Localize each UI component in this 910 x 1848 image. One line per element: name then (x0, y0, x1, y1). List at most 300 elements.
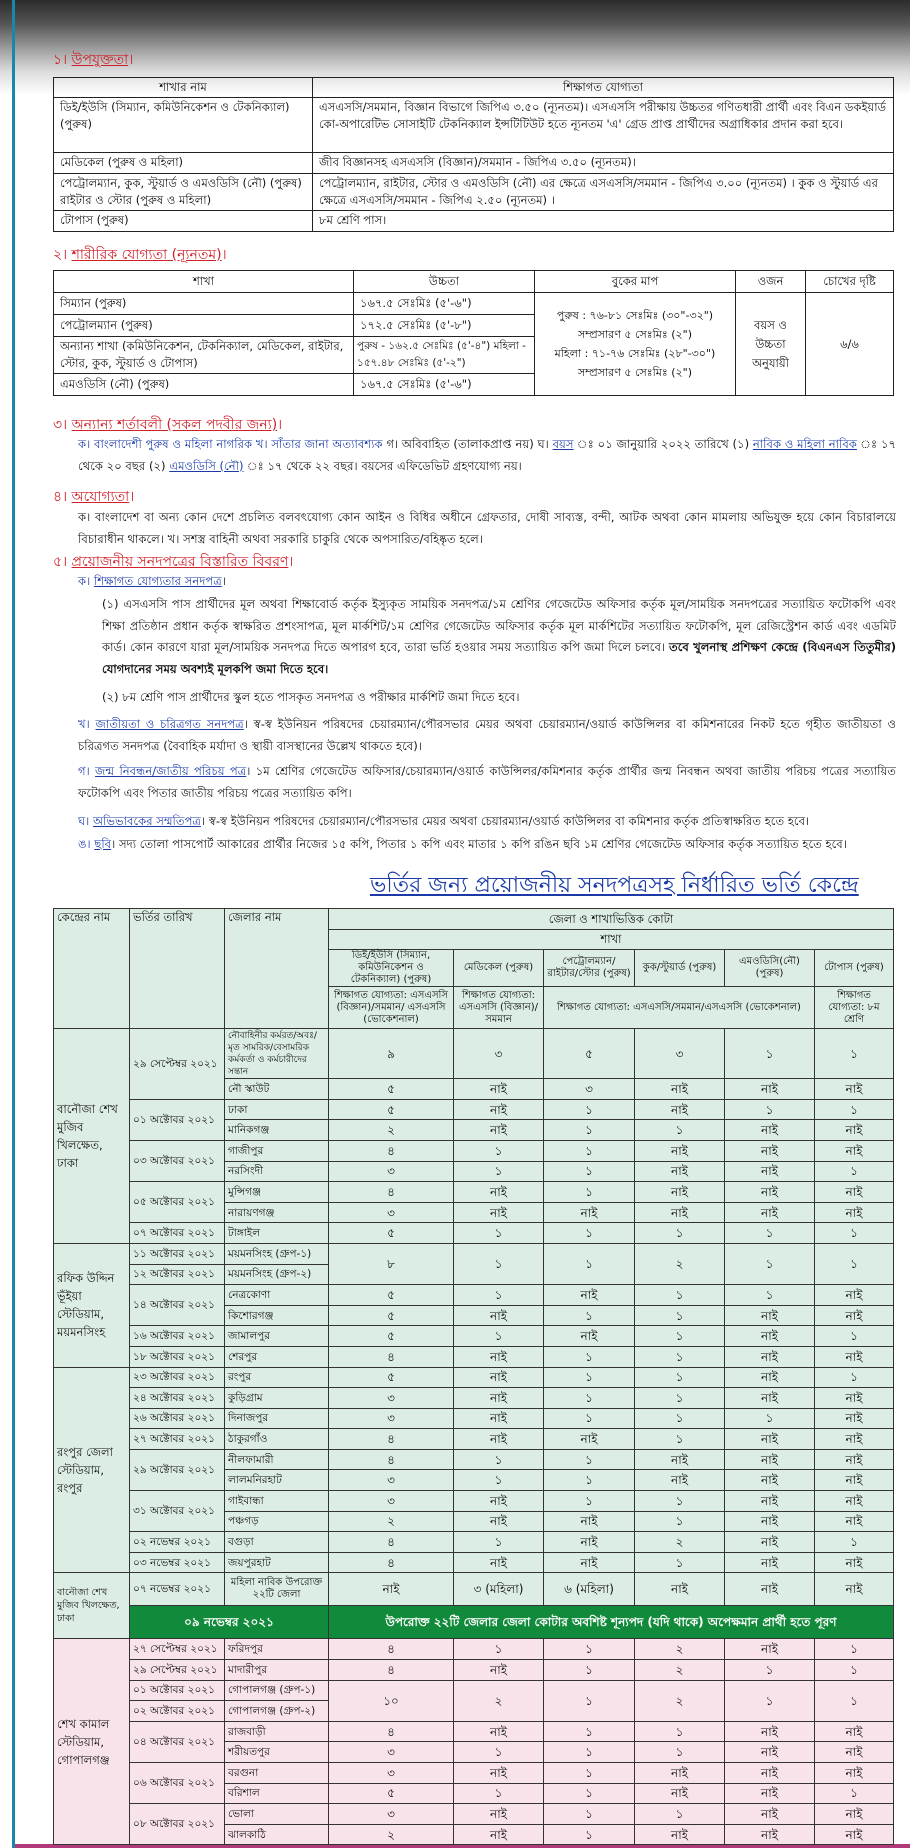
quota-value-cell: ১ (725, 1029, 815, 1079)
district-cell: পঞ্চগড় (225, 1511, 329, 1532)
quota-value-cell: ১ (725, 1285, 815, 1306)
quota-value-cell: ১ (544, 1660, 635, 1681)
quota-value-cell: ১ (635, 1511, 725, 1532)
quota-value-cell: ১ (544, 1804, 635, 1825)
quota-value-cell: নাই (815, 1079, 894, 1100)
quota-value-cell: নাই (454, 1804, 544, 1825)
branch-header-cook: কুক/স্টুয়ার্ড (পুরুষ) (635, 950, 725, 987)
header-height: উচ্চতা (354, 271, 535, 293)
quota-value-cell: ১ (815, 1326, 894, 1347)
quota-table-row (54, 1573, 894, 1606)
quota-value-cell: ৩ (329, 1804, 454, 1825)
quota-value-cell: নাই (329, 1573, 454, 1606)
quota-value-cell: ১ (815, 1029, 894, 1079)
quota-value-cell: নাই (815, 1470, 894, 1491)
quota-value-cell: ১ (725, 1408, 815, 1429)
qualification-topass: শিক্ষাগত যোগ্যতা: ৮ম শ্রেণি (815, 987, 894, 1029)
district-cell: মাদারীপুর (225, 1660, 329, 1681)
quota-value-cell: নাই (725, 1120, 815, 1141)
quota-value-cell: নাই (725, 1742, 815, 1763)
branch-cell: টোপাস (পুরুষ) (54, 211, 313, 232)
quota-value-cell: নাই (635, 1470, 725, 1491)
quota-table-row (54, 1721, 894, 1742)
quota-value-cell: নাই (635, 1202, 725, 1223)
quota-table-row (54, 1763, 894, 1784)
quota-value-cell: ৩ (329, 1202, 454, 1223)
quota-value-cell: নাই (635, 1099, 725, 1120)
quota-value-cell: ৪ (329, 1346, 454, 1367)
quota-value-cell: ১ (635, 1388, 725, 1409)
quota-value-cell: ১ (815, 1099, 894, 1120)
quota-value-cell: নাই (815, 1429, 894, 1450)
district-cell: কুড়িগ্রাম (225, 1388, 329, 1409)
quota-value-cell: ১ (635, 1408, 725, 1429)
header-quota: জেলা ও শাখাভিত্তিক কোটা (329, 909, 894, 930)
quota-value-cell: ৫ (329, 1223, 454, 1244)
district-cell: গোপালগঞ্জ (গ্রুপ-১) (225, 1680, 329, 1701)
date-cell: ২৯ সেপ্টেম্বর ২০২১ (130, 1029, 225, 1100)
quota-table-row (54, 1099, 894, 1120)
eyesight-cell: ৬/৬ (806, 293, 894, 396)
quota-value-cell: ৫ (329, 1783, 454, 1804)
quota-value-cell: নাই (544, 1532, 635, 1553)
quota-value-cell: নাই (815, 1804, 894, 1825)
quota-value-cell: ১ (635, 1367, 725, 1388)
header-weight: ওজন (736, 271, 806, 293)
quota-value-cell: ১ (454, 1285, 544, 1306)
quota-value-cell: ১ (544, 1763, 635, 1784)
quota-table-row (54, 1606, 894, 1639)
center-name-cell: শেখ কামাল স্টেডিয়াম, গোপালগঞ্জ (54, 1639, 130, 1845)
quota-value-cell: ৩ (635, 1029, 725, 1079)
quota-value-cell: ২ (635, 1639, 725, 1660)
date-cell: ৩১ অক্টোবর ২০২১ (130, 1491, 225, 1532)
quota-value-cell: ১ (544, 1721, 635, 1742)
eligibility-table (53, 77, 894, 232)
quota-value-cell: নাই (815, 1742, 894, 1763)
qualification-deuc: শিক্ষাগত যোগ্যতা: এসএসসি (বিজ্ঞান)/সমমান/ এসএসসি (ভোকেশনাল) (329, 987, 454, 1029)
district-cell: রাজবাড়ী (225, 1721, 329, 1742)
quota-value-cell: ১ (635, 1285, 725, 1306)
quota-table-row (54, 1346, 894, 1367)
date-cell: ২৬ অক্টোবর ২০২১ (130, 1408, 225, 1429)
district-cell: জামালপুর (225, 1326, 329, 1347)
quota-value-cell: ৪ (329, 1552, 454, 1573)
quota-value-cell: নাই (544, 1285, 635, 1306)
physical-table (53, 270, 894, 396)
quota-table-row (54, 1660, 894, 1681)
left-border (12, 0, 15, 1848)
quota-value-cell: নাই (815, 1408, 894, 1429)
height-cell: পুরুষ - ১৬২.৫ সেঃমিঃ (৫'-৪") মহিলা - ১৫৭.৪৮ সেঃমিঃ (৫'-২") (354, 337, 535, 374)
quota-value-cell: ১ (544, 1346, 635, 1367)
date-cell: ১৬ অক্টোবর ২০২১ (130, 1326, 225, 1347)
quota-value-cell: ১ (544, 1099, 635, 1120)
quota-value-cell: নাই (815, 1449, 894, 1470)
quota-value-cell: ১ (544, 1491, 635, 1512)
quota-value-cell: নাই (454, 1408, 544, 1429)
quota-value-cell: নাই (635, 1182, 725, 1203)
district-cell: টাঙ্গাইল (225, 1223, 329, 1244)
quota-value-cell: নাই (454, 1552, 544, 1573)
quota-table-row (54, 1449, 894, 1470)
district-cell: ঢাকা (225, 1099, 329, 1120)
quota-value-cell: ১ (454, 1243, 544, 1284)
education-cell: এসএসসি/সমমান, বিজ্ঞান বিভাগে জিপিএ ৩.৫০ (ন্যূনতম)। এসএসসি পরীক্ষায় উচ্চতর গণিতধারী প্রার্থী এবং বিএন ডকইয়ার্ড কো-অপারেটিভ সোসাইটি টেকনিক্যাল ইন্সটিটিউট হতে ন্যূনতম 'এ' গ্রেড প্রাপ্ত প্রার্থীদের অগ্রাধিকার প্রদান করা হবে। (313, 98, 894, 153)
date-cell: ০২ অক্টোবর ২০২১ (130, 1701, 225, 1722)
date-cell: ০৯ নভেম্বর ২০২১ (130, 1606, 329, 1639)
quota-value-cell: নাই (454, 1120, 544, 1141)
admission-centers-title: ভর্তির জন্য প্রয়োজনীয় সনদপত্রসহ নির্ধারিত ভর্তি কেন্দ্রে (370, 873, 859, 898)
quota-value-cell: নাই (454, 1429, 544, 1450)
education-cell: জীব বিজ্ঞানসহ এসএসসি (বিজ্ঞান)/সমমান - জিপিএ ৩.৫০ (ন্যূনতম)। (313, 153, 894, 174)
quota-value-cell: নাই (725, 1763, 815, 1784)
quota-table-row (54, 1532, 894, 1553)
branch-cell: অন্যান্য শাখা (কমিউনিকেশন, টেকনিক্যাল, মেডিকেল, রাইটার, স্টোর, কুক, স্টুয়ার্ড ও টোপাস) (54, 337, 354, 374)
quota-value-cell: নাই (725, 1367, 815, 1388)
height-cell: ১৭২.৫ সেঃমিঃ (৫'-৮") (354, 315, 535, 337)
district-cell: ফরিদপুর (225, 1639, 329, 1660)
district-cell: নরসিংদী (225, 1161, 329, 1182)
quota-value-cell: ১ (454, 1742, 544, 1763)
quota-value-cell: ৪ (329, 1721, 454, 1742)
date-cell: ০৭ নভেম্বর ২০২১ (130, 1573, 225, 1606)
quota-value-cell: নাই (544, 1202, 635, 1223)
quota-value-cell: ১ (454, 1326, 544, 1347)
quota-table-row (54, 1408, 894, 1429)
district-cell: গাইবান্ধা (225, 1491, 329, 1512)
education-cell: পেট্রোলম্যান, রাইটার, স্টোর ও এমওডিসি (নৌ) এর ক্ষেত্রে এসএসসি/সমমান - জিপিএ ৩.০০ (ন্যূনতম) । কুক ও স্টুয়ার্ড এর ক্ষেত্রে এসএসসি/সমমান - জিপিএ ২.৫০ (ন্যূনতম) । (313, 174, 894, 211)
district-cell: ঝালকাঠি (225, 1824, 329, 1845)
quota-value-cell: ২ (329, 1511, 454, 1532)
district-cell: গোপালগঞ্জ (গ্রুপ-২) (225, 1701, 329, 1722)
district-cell: কিশোরগঞ্জ (225, 1305, 329, 1326)
quota-value-cell: নাই (725, 1305, 815, 1326)
quota-value-cell: নাই (725, 1202, 815, 1223)
quota-table-row (54, 1680, 894, 1701)
quota-value-cell: ৫ (329, 1305, 454, 1326)
quota-value-cell: ১ (635, 1721, 725, 1742)
branch-header-topass: টোপাস (পুরুষ) (815, 950, 894, 987)
quota-value-cell: নাই (454, 1079, 544, 1100)
quota-value-cell: নাই (815, 1140, 894, 1161)
quota-value-cell: ১ (815, 1243, 894, 1284)
quota-value-cell: ২ (635, 1532, 725, 1553)
branch-cell: মেডিকেল (পুরুষ ও মহিলা) (54, 153, 313, 174)
district-cell: নারায়ণগঞ্জ (225, 1202, 329, 1223)
district-cell: নেত্রকোণা (225, 1285, 329, 1306)
quota-value-cell: ৪ (329, 1182, 454, 1203)
district-cell: গাজীপুর (225, 1140, 329, 1161)
quota-value-cell: নাই (725, 1346, 815, 1367)
quota-value-cell: ১ (635, 1804, 725, 1825)
district-cell: ময়মনসিংহ (গ্রুপ-১) (225, 1243, 329, 1264)
header-branch: শাখা (329, 929, 894, 950)
quota-value-cell: ২ (635, 1680, 725, 1721)
quota-table-row (54, 1388, 894, 1409)
quota-value-cell: নাই (725, 1449, 815, 1470)
quota-value-cell: নাই (635, 1079, 725, 1100)
quota-value-cell: নাই (454, 1721, 544, 1742)
quota-value-cell: ১ (544, 1367, 635, 1388)
date-cell: ২৯ সেপ্টেম্বর ২০২১ (130, 1660, 225, 1681)
quota-value-cell: ৩ (329, 1763, 454, 1784)
district-cell: জয়পুরহাট (225, 1552, 329, 1573)
section-5-heading: ৫। প্রয়োজনীয় সনদপত্রের বিস্তারিত বিবরণ। (53, 554, 294, 570)
quota-value-cell: ১ (815, 1660, 894, 1681)
quota-value-cell: ১ (454, 1161, 544, 1182)
quota-table-row (54, 1639, 894, 1660)
certificate-education-text: (১) এসএসসি পাস প্রার্থীদের মূল অথবা শিক্ষাবোর্ড কর্তৃক ইস্যুকৃত সাময়িক সনদপত্র/১ম শ্রেণির গেজেটেড অফিসার কর্তৃক মূল/সাময়িক সনদপত্রের সত্যায়িত ফটোকপি এবং শিক্ষা প্রতিষ্ঠান প্রধান কর্তৃক স্বাক্ষরিত প্রশংসাপত্র, মূল মার্কশিট/১ম শ্রেণির গেজেটেড অফিসার কর্তৃক মূল মার্কশিটের সত্যায়িত ফটোকপি, মূল রেজিস্ট্রেশন কার্ড এবং এডমিট কার্ড। কোন কারণে যারা মূল/সাময়িক সনদপত্র দিতে অপারগ হবে, তারা ভর্তি হওয়ার সময় সত্যায়িত কপি জমা দিলে চলবে। তবে খুলনাস্থ প্রশিক্ষণ কেন্দ্রে (বিএনএস তিতুমীর) যোগদানের সময় অবশ্যই মূলকপি জমা দিতে হবে। (102, 597, 897, 676)
quota-value-cell: নাই (815, 1182, 894, 1203)
district-cell: মুন্সিগঞ্জ (225, 1182, 329, 1203)
quota-value-cell: নাই (725, 1552, 815, 1573)
quota-value-cell: নাই (454, 1824, 544, 1845)
date-cell: ০১ অক্টোবর ২০২১ (130, 1680, 225, 1701)
center-name-cell: রফিক উদ্দিন ভূঁইয়া স্টেডিয়াম, ময়মনসিংহ (54, 1243, 130, 1367)
district-cell: বগুড়া (225, 1532, 329, 1553)
quota-value-cell: নাই (725, 1182, 815, 1203)
header-eyesight: চোখের দৃষ্টি (806, 271, 894, 293)
waitlist-note-cell: উপরোক্ত ২২টি জেলার জেলা কোটার অবশিষ্ট শূন্যপদ (যদি থাকে) অপেক্ষমান প্রার্থী হতে পূরণ (329, 1606, 894, 1639)
quota-value-cell: ২ (635, 1660, 725, 1681)
date-cell: ১৮ অক্টোবর ২০২১ (130, 1346, 225, 1367)
quota-value-cell: ১ (454, 1639, 544, 1660)
admission-quota-table (53, 908, 894, 1845)
quota-value-cell: নাই (815, 1491, 894, 1512)
date-cell: ১১ অক্টোবর ২০২১ (130, 1243, 225, 1264)
date-cell: ০২ নভেম্বর ২০২১ (130, 1532, 225, 1553)
quota-value-cell: নাই (725, 1783, 815, 1804)
quota-value-cell: ৩ (329, 1742, 454, 1763)
quota-value-cell: ৫ (329, 1099, 454, 1120)
quota-value-cell: ২ (329, 1120, 454, 1141)
quota-value-cell: ১ (635, 1491, 725, 1512)
quota-value-cell: নাই (815, 1552, 894, 1573)
quota-value-cell: নাই (725, 1511, 815, 1532)
quota-value-cell: নাই (725, 1388, 815, 1409)
center-name-cell: বানৌজা শেখ মুজিব খিলক্ষেত, ঢাকা (54, 1573, 130, 1639)
quota-table-row (54, 1804, 894, 1825)
quota-value-cell: ১ (635, 1120, 725, 1141)
quota-value-cell: নাই (454, 1305, 544, 1326)
chest-cell: পুরুষ : ৭৬-৮১ সেঃমিঃ (৩০"-৩২") সম্প্রসারণ ৫ সেঃমিঃ (২") মহিলা : ৭১-৭৬ সেঃমিঃ (২৮"-৩০") সম্প্রসারণ ৫ সেঃমিঃ (২") (535, 293, 736, 396)
quota-table-row (54, 1182, 894, 1203)
quota-value-cell: নাই (635, 1573, 725, 1606)
quota-value-cell: নাই (725, 1491, 815, 1512)
quota-value-cell: ১ (725, 1660, 815, 1681)
quota-value-cell: নাই (815, 1824, 894, 1845)
quota-value-cell: ১০ (329, 1680, 454, 1721)
weight-cell: বয়স ও উচ্চতা অনুযায়ী (736, 293, 806, 396)
quota-value-cell: নাই (725, 1721, 815, 1742)
certificate-education-heading: ক। শিক্ষাগত যোগ্যতার সনদপত্র। (78, 574, 226, 588)
quota-value-cell: ৩ (329, 1491, 454, 1512)
certificate-birth-registration: গ। জন্ম নিবন্ধন/জাতীয় পরিচয় পত্র। ১ম শ্রেণির গেজেটেড অফিসার/চেয়ারম্যান/ওয়ার্ড কাউন্সিলর/কমিশনার কর্তৃক প্রার্থীর জন্ম নিবন্ধন অথবা জাতীয় পরিচয় পত্রের সত্যায়িত ফটোকপি এবং পিতার জাতীয় পরিচয় পত্রের সত্যায়িত কপি। (78, 764, 897, 800)
certificate-nationality: খ। জাতীয়তা ও চরিত্রগত সনদপত্র। স্ব-স্ব ইউনিয়ন পরিষদের চেয়ারম্যান/পৌরসভার মেয়র অথবা চেয়ারম্যান/ওয়ার্ড কাউন্সিলর বা কমিশনারের নিকট হতে গৃহীত জাতীয়তা ও চরিত্রগত সনদপত্র (বৈবাহিক মর্যাদা ও স্থায়ী বাসস্থানের উল্লেখ থাকতে হবে)। (78, 717, 896, 753)
quota-value-cell: নাই (635, 1140, 725, 1161)
date-cell: ২৯ অক্টোবর ২০২১ (130, 1449, 225, 1490)
center-name-cell: রংপুর জেলা স্টেডিয়াম, রংপুর (54, 1367, 130, 1573)
quota-value-cell: ১ (635, 1223, 725, 1244)
quota-value-cell: ৪ (329, 1140, 454, 1161)
quota-value-cell: ১ (725, 1223, 815, 1244)
district-cell: রংপুর (225, 1367, 329, 1388)
quota-value-cell: ৩ (329, 1161, 454, 1182)
quota-table-row (54, 1243, 894, 1264)
quota-value-cell: ৩ (329, 1408, 454, 1429)
header-branch: শাখা (54, 271, 354, 293)
district-cell: নৌ স্কাউট (225, 1079, 329, 1100)
quota-value-cell: ১ (454, 1140, 544, 1161)
district-cell: মানিকগঞ্জ (225, 1120, 329, 1141)
district-cell: ঠাকুরগাঁও (225, 1429, 329, 1450)
quota-value-cell: ২ (454, 1680, 544, 1721)
section-1-heading: ১। উপযুক্ততা। (53, 52, 134, 68)
quota-value-cell: নাই (454, 1346, 544, 1367)
branch-header-modc: এমওডিসি(নৌ) (পুরুষ) (725, 950, 815, 987)
header-district: জেলার নাম (225, 909, 329, 1029)
quota-value-cell: ৪ (329, 1532, 454, 1553)
district-cell: বরগুনা (225, 1763, 329, 1784)
date-cell: ২৭ অক্টোবর ২০২১ (130, 1429, 225, 1450)
quota-value-cell: নাই (454, 1367, 544, 1388)
quota-value-cell: ১ (815, 1783, 894, 1804)
header-center: কেন্দ্রের নাম (54, 909, 130, 1029)
date-cell: ২৩ অক্টোবর ২০২১ (130, 1367, 225, 1388)
branch-cell: পেট্রোলম্যান, কুক, স্টুয়ার্ড ও এমওডিসি (নৌ) (পুরুষ) রাইটার ও স্টোর (পুরুষ ও মহিলা) (54, 174, 313, 211)
quota-value-cell: ২ (329, 1824, 454, 1845)
quota-value-cell: নাই (815, 1285, 894, 1306)
quota-value-cell: ১ (725, 1099, 815, 1120)
quota-value-cell: ৫ (329, 1326, 454, 1347)
date-cell: ১৪ অক্টোবর ২০২১ (130, 1285, 225, 1326)
section-4-heading: ৪। অযোগ্যতা। (53, 489, 135, 505)
date-cell: ২৭ সেপ্টেম্বর ২০২১ (130, 1639, 225, 1660)
quota-value-cell: ১ (454, 1470, 544, 1491)
quota-value-cell: ১ (544, 1161, 635, 1182)
quota-value-cell: ১ (544, 1680, 635, 1721)
quota-value-cell: নাই (725, 1639, 815, 1660)
quota-value-cell: নাই (815, 1721, 894, 1742)
quota-value-cell: ১ (544, 1182, 635, 1203)
quota-value-cell: ১ (544, 1243, 635, 1284)
quota-value-cell: ১ (544, 1140, 635, 1161)
branch-cell: ডিই/ইউসি (সিম্যান, কমিউনিকেশন ও টেকনিক্যাল) (পুরুষ) (54, 98, 313, 153)
quota-value-cell: ৪ (329, 1449, 454, 1470)
quota-value-cell: ১ (544, 1639, 635, 1660)
quota-value-cell: নাই (454, 1202, 544, 1223)
quota-table-row (54, 1552, 894, 1573)
district-cell: মহিলা নাবিক উপরোক্ত ২২টি জেলা (225, 1573, 329, 1606)
quota-value-cell: নাই (454, 1099, 544, 1120)
district-cell: দিনাজপুর (225, 1408, 329, 1429)
quota-value-cell: ১ (454, 1532, 544, 1553)
quota-value-cell: নাই (815, 1120, 894, 1141)
quota-value-cell: নাই (635, 1763, 725, 1784)
quota-table-row (54, 1429, 894, 1450)
date-cell: ২৪ অক্টোবর ২০২১ (130, 1388, 225, 1409)
date-cell: ০১ অক্টোবর ২০২১ (130, 1099, 225, 1140)
quota-value-cell: ১ (454, 1783, 544, 1804)
quota-value-cell: ৮ (329, 1243, 454, 1284)
quota-value-cell: ৬ (মহিলা) (544, 1573, 635, 1606)
branch-header-petrolman: পেট্রোলম্যান/ রাইটার/স্টোর (পুরুষ) (544, 950, 635, 987)
certificate-class8-text: (২) ৮ম শ্রেণি পাস প্রার্থীদের স্কুল হতে পাসকৃত সনদপত্র ও পরীক্ষার মার্কশিট জমা দিতে হবে। (102, 690, 520, 704)
quota-value-cell: ১ (725, 1680, 815, 1721)
quota-value-cell: ১ (544, 1470, 635, 1491)
quota-value-cell: নাই (725, 1161, 815, 1182)
quota-value-cell: নাই (454, 1511, 544, 1532)
date-cell: ০৫ অক্টোবর ২০২১ (130, 1182, 225, 1223)
date-cell: ০৮ অক্টোবর ২০২১ (130, 1804, 225, 1845)
quota-value-cell: নাই (725, 1079, 815, 1100)
branch-cell: পেট্রোলম্যান (পুরুষ) (54, 315, 354, 337)
certificate-guardian-consent: ঘ। অভিভাবকের সম্মতিপত্র। স্ব-স্ব ইউনিয়ন পরিষদের চেয়ারম্যান/পৌরসভার মেয়র অথবা চেয়ারম্যান/ওয়ার্ড কাউন্সিলর বা কমিশনার কর্তৃক প্রতিস্বাক্ষরিত হতে হবে। (78, 814, 810, 828)
center-name-cell: বানৌজা শেখ মুজিব খিলক্ষেত, ঢাকা (54, 1029, 130, 1244)
quota-value-cell: নাই (815, 1202, 894, 1223)
quota-value-cell: নাই (454, 1491, 544, 1512)
quota-value-cell: নাই (544, 1326, 635, 1347)
quota-value-cell: ৪ (329, 1429, 454, 1450)
district-cell: নৌবাহিনীর কর্মরত/অবঃ/মৃত সামরিক/বেসামরিক কর্মকর্তা ও কর্মচারীদের সন্তান (225, 1029, 329, 1079)
quota-value-cell: ১ (815, 1367, 894, 1388)
header-chest: বুকের মাপ (535, 271, 736, 293)
quota-value-cell: ৩ (454, 1029, 544, 1079)
quota-value-cell: ১ (815, 1639, 894, 1660)
education-cell: ৮ম শ্রেণি পাস। (313, 211, 894, 232)
quota-table-row (54, 1223, 894, 1244)
quota-value-cell: নাই (544, 1511, 635, 1532)
quota-value-cell: ৩ (মহিলা) (454, 1573, 544, 1606)
quota-value-cell: ১ (544, 1305, 635, 1326)
quota-value-cell: নাই (725, 1824, 815, 1845)
section-3-text: ক। বাংলাদেশী পুরুষ ও মহিলা নাগরিক খ। সাঁতার জানা অত্যাবশ্যক গ। অবিবাহিত (তালাকপ্রাপ্ত নয়) ঘ। বয়স ঃ ০১ জানুয়ারি ২০২২ তারিখে (১) নাবিক ও মহিলা নাবিক ঃ ১৭ থেকে ২০ বছর (২) এমওডিসি (নৌ) ঃ ১৭ থেকে ২২ বছর। বয়সের এফিডেভিট গ্রহণযোগ্য নয়। (78, 437, 897, 473)
quota-table-row (54, 1326, 894, 1347)
quota-value-cell: ১ (544, 1388, 635, 1409)
date-cell: ০৩ নভেম্বর ২০২১ (130, 1552, 225, 1573)
quota-value-cell: ৩ (329, 1388, 454, 1409)
quota-value-cell: নাই (725, 1429, 815, 1450)
quota-value-cell: নাই (725, 1573, 815, 1606)
header-education: শিক্ষাগত যোগ্যতা (313, 78, 894, 98)
quota-value-cell: নাই (454, 1660, 544, 1681)
quota-table-row (54, 1140, 894, 1161)
district-cell: নীলফামারী (225, 1449, 329, 1470)
quota-value-cell: নাই (635, 1824, 725, 1845)
branch-cell: সিম্যান (পুরুষ) (54, 293, 354, 315)
quota-value-cell: ১ (454, 1449, 544, 1470)
quota-value-cell: নাই (544, 1429, 635, 1450)
quota-value-cell: নাই (454, 1763, 544, 1784)
quota-table-row (54, 1285, 894, 1306)
quota-value-cell: ১ (635, 1552, 725, 1573)
date-cell: ০৪ অক্টোবর ২০২১ (130, 1721, 225, 1762)
quota-value-cell: ৩ (329, 1470, 454, 1491)
quota-value-cell: নাই (635, 1783, 725, 1804)
quota-table-row (54, 1491, 894, 1512)
district-cell: ভোলা (225, 1804, 329, 1825)
quota-value-cell: নাই (454, 1388, 544, 1409)
branch-header-deuc: ডিই/ইউসি (সিম্যান, কমিউনিকেশন ও টেকনিক্যাল) (পুরুষ) (329, 950, 454, 987)
quota-value-cell: ১ (815, 1161, 894, 1182)
branch-header-medical: মেডিকেল (পুরুষ) (454, 950, 544, 987)
quota-value-cell: ১ (544, 1120, 635, 1141)
quota-value-cell: ১ (815, 1532, 894, 1553)
district-cell: শরীয়তপুর (225, 1742, 329, 1763)
qualification-medical: শিক্ষাগত যোগ্যতা: এসএসসি (বিজ্ঞান)/ সমমান (454, 987, 544, 1029)
district-cell: লালমনিরহাট (225, 1470, 329, 1491)
